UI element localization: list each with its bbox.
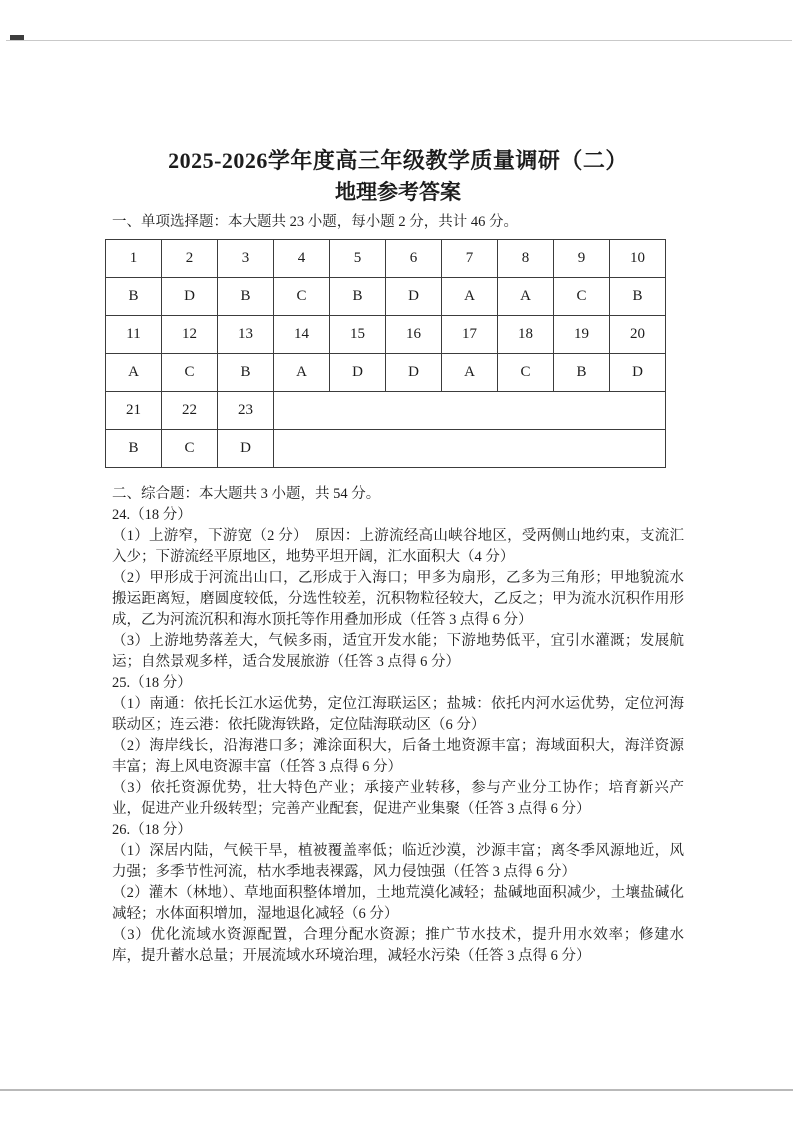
table-cell: B <box>218 278 274 316</box>
table-cell: 16 <box>386 316 442 354</box>
table-row-answers <box>106 354 666 392</box>
table-cell: 9 <box>554 240 610 278</box>
table-cell: 22 <box>162 392 218 430</box>
answer-paragraph: （1）深居内陆，气候干旱，植被覆盖率低；临近沙漠，沙源丰富；离冬季风源地近，风力强；多季节性河流，枯水季地表裸露，风力侵蚀强（任答 3 点得 6 分） <box>112 843 684 880</box>
scan-artifact-top-line <box>6 40 792 41</box>
answer-paragraph: （2）甲形成于河流出山口，乙形成于入海口；甲多为扇形，乙多为三角形；甲地貌流水搬运距离短，磨圆度较低，分选性较差，沉积物粒径较大，乙反之；甲为流水沉积作用形成，乙为河流沉积和海水顶托等作用叠加形成（任答 3 点得 6 分） <box>112 570 684 628</box>
table-row-answers <box>106 278 666 316</box>
table-cell: A <box>498 278 554 316</box>
table-cell-empty <box>274 392 666 430</box>
table-cell: D <box>386 278 442 316</box>
table-cell: 21 <box>106 392 162 430</box>
table-cell: B <box>218 354 274 392</box>
table-cell: B <box>554 354 610 392</box>
table-cell: 2 <box>162 240 218 278</box>
answer-paragraph: （3）优化流域水资源配置，合理分配水资源；推广节水技术，提升用水效率；修建水库，提升蓄水总量；开展流域水环境治理，减轻水污染（任答 3 点得 6 分） <box>112 927 684 964</box>
answer-paragraph: （1）上游窄，下游宽（2 分） 原因：上游流经高山峡谷地区，受两侧山地约束，支流汇入少；下游流经平原地区，地势平坦开阔，汇水面积大（4 分） <box>112 528 684 565</box>
section1-heading: 一、单项选择题：本大题共 23 小题，每小题 2 分，共计 46 分。 <box>112 214 518 230</box>
question-25-number: 25.（18 分） <box>112 675 192 691</box>
table-cell: D <box>386 354 442 392</box>
table-row-question-numbers <box>106 316 666 354</box>
table-cell: 19 <box>554 316 610 354</box>
table-cell-empty <box>274 430 666 468</box>
document-content <box>112 146 684 967</box>
table-cell: 11 <box>106 316 162 354</box>
question-26-number: 26.（18 分） <box>112 822 192 838</box>
table-cell: 1 <box>106 240 162 278</box>
table-cell: 13 <box>218 316 274 354</box>
table-cell: 5 <box>330 240 386 278</box>
scan-artifact-mark <box>10 35 24 40</box>
table-cell: 7 <box>442 240 498 278</box>
table-cell: D <box>330 354 386 392</box>
answer-paragraph: （2）海岸线长，沿海港口多；滩涂面积大，后备土地资源丰富；海域面积大，海洋资源丰富；海上风电资源丰富（任答 3 点得 6 分） <box>112 738 684 775</box>
answer-paragraph: （2）灌木（林地）、草地面积整体增加，土地荒漠化减轻；盐碱地面积减少，土壤盐碱化减轻；水体面积增加，湿地退化减轻（6 分） <box>112 885 684 922</box>
answer-paragraph: （3）上游地势落差大，气候多雨，适宜开发水能；下游地势低平，宜引水灌溉；发展航运；自然景观多样，适合发展旅游（任答 3 点得 6 分） <box>112 633 684 670</box>
table-cell: B <box>106 430 162 468</box>
answer-paragraph: （1）南通：依托长江水运优势，定位江海联运区；盐城：依托内河水运优势，定位河海联动区；连云港：依托陇海铁路，定位陆海联动区（6 分） <box>112 696 684 733</box>
table-row-question-numbers <box>106 392 666 430</box>
table-cell: C <box>554 278 610 316</box>
table-cell: D <box>218 430 274 468</box>
table-cell: 4 <box>274 240 330 278</box>
table-cell: C <box>274 278 330 316</box>
question-24-number: 24.（18 分） <box>112 507 192 523</box>
section2-body <box>112 484 684 967</box>
table-cell: 14 <box>274 316 330 354</box>
table-cell: C <box>162 430 218 468</box>
table-cell: 17 <box>442 316 498 354</box>
answer-table <box>105 239 666 468</box>
answer-paragraph: （3）依托资源优势，壮大特色产业；承接产业转移，参与产业分工协作；培育新兴产业，促进产业升级转型；完善产业配套，促进产业集聚（任答 3 点得 6 分） <box>112 780 684 817</box>
page-title: 2025-2026学年度高三年级教学质量调研（二） <box>168 148 628 173</box>
table-cell: 6 <box>386 240 442 278</box>
table-cell: 8 <box>498 240 554 278</box>
table-cell: A <box>442 278 498 316</box>
table-row-question-numbers <box>106 240 666 278</box>
page-subtitle: 地理参考答案 <box>335 180 461 204</box>
table-cell: 10 <box>610 240 666 278</box>
scan-artifact-bottom-line <box>0 1089 793 1091</box>
table-cell: C <box>498 354 554 392</box>
table-cell: D <box>162 278 218 316</box>
table-cell: 12 <box>162 316 218 354</box>
table-cell: C <box>162 354 218 392</box>
table-cell: B <box>106 278 162 316</box>
table-cell: A <box>442 354 498 392</box>
table-row-answers <box>106 430 666 468</box>
table-cell: 3 <box>218 240 274 278</box>
table-cell: B <box>330 278 386 316</box>
table-cell: D <box>610 354 666 392</box>
table-cell: 18 <box>498 316 554 354</box>
table-cell: B <box>610 278 666 316</box>
table-cell: A <box>106 354 162 392</box>
table-cell: 23 <box>218 392 274 430</box>
section2-heading: 二、综合题：本大题共 3 小题，共 54 分。 <box>112 486 381 502</box>
table-cell: 15 <box>330 316 386 354</box>
table-cell: 20 <box>610 316 666 354</box>
table-cell: A <box>274 354 330 392</box>
